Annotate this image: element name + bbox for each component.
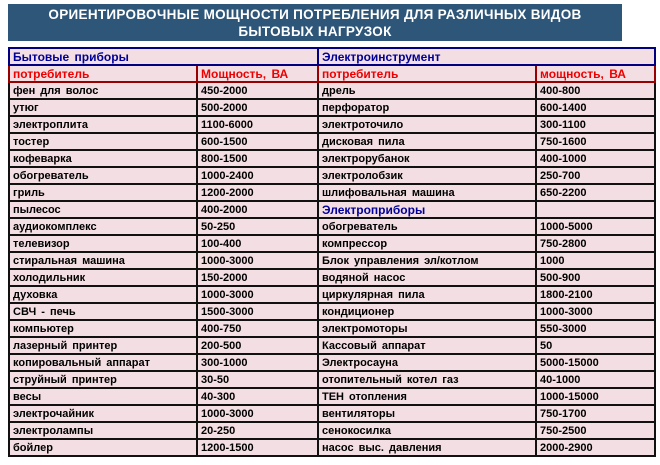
- appliance-name-cell: бойлер: [9, 439, 197, 456]
- appliance-name-cell: аудиокомплекс: [9, 218, 197, 235]
- appliance-power-cell: 50-250: [197, 218, 318, 235]
- table-row: [9, 167, 655, 184]
- appliance-power-cell: 400-800: [536, 82, 655, 99]
- column-header-power-right: мощность, ВА: [536, 65, 655, 82]
- appliance-name-cell: фен для волос: [9, 82, 197, 99]
- appliance-name-cell: вентиляторы: [318, 405, 536, 422]
- appliance-name-cell: холодильник: [9, 269, 197, 286]
- appliance-power-cell: 1000-3000: [536, 303, 655, 320]
- group-header-power-tools: Электроинструмент: [318, 48, 655, 65]
- appliance-power-cell: 450-2000: [197, 82, 318, 99]
- table-row: [9, 235, 655, 252]
- appliance-name-cell: электрочайник: [9, 405, 197, 422]
- appliance-power-cell: 250-700: [536, 167, 655, 184]
- appliance-name-cell: перфоратор: [318, 99, 536, 116]
- appliance-power-cell: 2000-2900: [536, 439, 655, 456]
- appliance-name-cell: копировальный аппарат: [9, 354, 197, 371]
- appliance-power-cell: 750-1700: [536, 405, 655, 422]
- appliance-name-cell: обогреватель: [9, 167, 197, 184]
- appliance-name-cell: шлифовальная машина: [318, 184, 536, 201]
- appliance-name-cell: отопительный котел газ: [318, 371, 536, 388]
- appliance-name-cell: ТЕН отопления: [318, 388, 536, 405]
- appliance-power-cell: 40-1000: [536, 371, 655, 388]
- appliance-name-cell: струйный принтер: [9, 371, 197, 388]
- appliance-name-cell: Блок управления эл/котлом: [318, 252, 536, 269]
- table-row: [9, 201, 655, 218]
- appliance-power-cell: 5000-15000: [536, 354, 655, 371]
- appliance-power-cell: 300-1000: [197, 354, 318, 371]
- table-row: [9, 337, 655, 354]
- appliance-power-cell: 1000-5000: [536, 218, 655, 235]
- appliance-name-cell: водяной насос: [318, 269, 536, 286]
- appliance-power-cell: 200-500: [197, 337, 318, 354]
- appliance-power-cell: 1000-3000: [197, 286, 318, 303]
- appliance-name-cell: весы: [9, 388, 197, 405]
- table-row: [9, 320, 655, 337]
- appliance-name-cell: кондиционер: [318, 303, 536, 320]
- appliance-power-cell: 1100-6000: [197, 116, 318, 133]
- table-row: [9, 422, 655, 439]
- appliance-name-cell: телевизор: [9, 235, 197, 252]
- table-row: [9, 252, 655, 269]
- appliance-name-cell: Электросауна: [318, 354, 536, 371]
- table-row: [9, 218, 655, 235]
- appliance-power-cell: 100-400: [197, 235, 318, 252]
- appliance-name-cell: насос выс. давления: [318, 439, 536, 456]
- appliance-power-cell: 600-1400: [536, 99, 655, 116]
- appliance-power-cell: 50: [536, 337, 655, 354]
- appliance-power-cell: 500-900: [536, 269, 655, 286]
- section-header-cell: Электроприборы: [318, 201, 536, 218]
- appliance-power-cell: 500-2000: [197, 99, 318, 116]
- appliance-name-cell: духовка: [9, 286, 197, 303]
- table-row: [9, 99, 655, 116]
- table-row: [9, 388, 655, 405]
- table-row: [9, 286, 655, 303]
- table-row: [9, 269, 655, 286]
- appliance-power-cell: 1000-2400: [197, 167, 318, 184]
- appliance-power-cell: 750-1600: [536, 133, 655, 150]
- appliance-name-cell: электрорубанок: [318, 150, 536, 167]
- appliance-name-cell: электроточило: [318, 116, 536, 133]
- table-row: [9, 371, 655, 388]
- title-line-1: ОРИЕНТИРОВОЧНЫЕ МОЩНОСТИ ПОТРЕБЛЕНИЯ ДЛЯ РАЗЛИЧНЫХ ВИДОВ: [48, 6, 582, 22]
- column-header-consumer-left: потребитель: [9, 65, 197, 82]
- appliance-name-cell: обогреватель: [318, 218, 536, 235]
- appliance-name-cell: электромоторы: [318, 320, 536, 337]
- appliance-power-cell: 40-300: [197, 388, 318, 405]
- appliance-name-cell: компрессор: [318, 235, 536, 252]
- empty-cell: [536, 201, 655, 218]
- appliance-name-cell: дрель: [318, 82, 536, 99]
- appliance-power-cell: 300-1100: [536, 116, 655, 133]
- appliance-name-cell: гриль: [9, 184, 197, 201]
- appliance-power-cell: 20-250: [197, 422, 318, 439]
- appliance-name-cell: электроплита: [9, 116, 197, 133]
- table-row: [9, 133, 655, 150]
- group-header-row: [9, 48, 655, 65]
- table-row: [9, 303, 655, 320]
- table-row: [9, 150, 655, 167]
- title-banner: [8, 4, 622, 41]
- column-header-power-left: Мощность, ВА: [197, 65, 318, 82]
- appliance-power-cell: 600-1500: [197, 133, 318, 150]
- power-table-body: [9, 82, 655, 456]
- appliance-name-cell: пылесос: [9, 201, 197, 218]
- group-header-household-appliances: Бытовые приборы: [9, 48, 318, 65]
- appliance-power-cell: 400-1000: [536, 150, 655, 167]
- appliance-power-cell: 150-2000: [197, 269, 318, 286]
- appliance-power-cell: 650-2200: [536, 184, 655, 201]
- column-header-row: [9, 65, 655, 82]
- appliance-power-cell: 1200-2000: [197, 184, 318, 201]
- appliance-name-cell: дисковая пила: [318, 133, 536, 150]
- table-row: [9, 184, 655, 201]
- appliance-name-cell: компьютер: [9, 320, 197, 337]
- power-consumption-table: [8, 47, 656, 457]
- appliance-name-cell: утюг: [9, 99, 197, 116]
- appliance-power-cell: 30-50: [197, 371, 318, 388]
- appliance-power-cell: 800-1500: [197, 150, 318, 167]
- table-row: [9, 405, 655, 422]
- table-row: [9, 82, 655, 99]
- appliance-power-cell: 1000-3000: [197, 405, 318, 422]
- appliance-power-cell: 400-2000: [197, 201, 318, 218]
- appliance-name-cell: циркулярная пила: [318, 286, 536, 303]
- appliance-name-cell: кофеварка: [9, 150, 197, 167]
- appliance-name-cell: электролобзик: [318, 167, 536, 184]
- appliance-power-cell: 1800-2100: [536, 286, 655, 303]
- appliance-power-cell: 550-3000: [536, 320, 655, 337]
- appliance-power-cell: 750-2800: [536, 235, 655, 252]
- appliance-name-cell: тостер: [9, 133, 197, 150]
- appliance-power-cell: 1000-3000: [197, 252, 318, 269]
- title-line-2: БЫТОВЫХ НАГРУЗОК: [238, 23, 392, 39]
- table-row: [9, 354, 655, 371]
- appliance-name-cell: электролампы: [9, 422, 197, 439]
- appliance-name-cell: стиральная машина: [9, 252, 197, 269]
- appliance-name-cell: СВЧ - печь: [9, 303, 197, 320]
- appliance-power-cell: 1200-1500: [197, 439, 318, 456]
- appliance-name-cell: сенокосилка: [318, 422, 536, 439]
- appliance-power-cell: 1500-3000: [197, 303, 318, 320]
- appliance-power-cell: 1000: [536, 252, 655, 269]
- appliance-name-cell: лазерный принтер: [9, 337, 197, 354]
- appliance-power-cell: 1000-15000: [536, 388, 655, 405]
- appliance-power-cell: 400-750: [197, 320, 318, 337]
- appliance-power-cell: 750-2500: [536, 422, 655, 439]
- table-row: [9, 439, 655, 456]
- appliance-name-cell: Кассовый аппарат: [318, 337, 536, 354]
- table-row: [9, 116, 655, 133]
- column-header-consumer-right: потребитель: [318, 65, 536, 82]
